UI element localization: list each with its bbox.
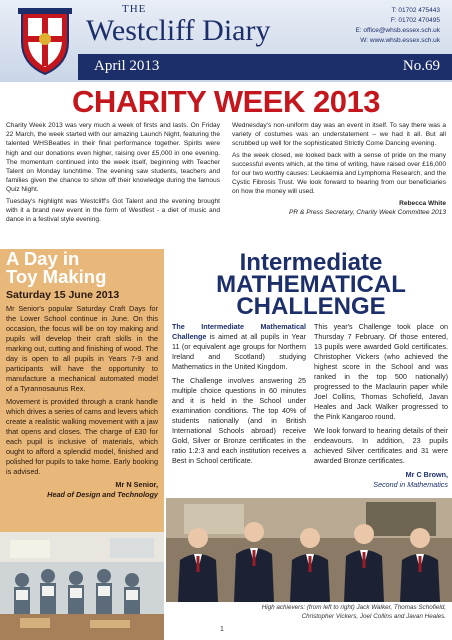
charity-paragraph: Wednesday's non-uniform day was an event in itself. To say there was a variety of costumes was an understatement – we had it all. But all scrubbed up well for the sophisticated Strictly Come Dancing evening. xyxy=(232,122,446,148)
issue-number: No.69 xyxy=(402,58,440,74)
toy-title-line-2: Toy Making xyxy=(6,266,107,287)
contact-web: W: www.whsb.essex.sch.uk xyxy=(360,37,440,44)
charity-column-2 xyxy=(232,121,446,217)
contact-fax: F: 01702 470495 xyxy=(390,17,440,24)
maths-column-1 xyxy=(172,322,306,470)
school-crest-icon xyxy=(14,6,76,76)
maths-lead-rest: is aimed at all pupils in Year 11 (or equivalent age groups for Northern Ireland and Scotland) studying Mathematics in the United Kingdom. xyxy=(172,332,306,371)
charity-author-role: PR & Press Secretary, Charity Week Committee 2013 xyxy=(289,208,446,216)
contact-email: E: office@whsb.essex.sch.uk xyxy=(355,27,440,34)
maths-author: Mr C Brown, xyxy=(405,470,448,479)
toy-paragraph: Movement is provided through a crank handle which drives a series of cams and levers which create a realistic walking movement with a jaw that opens and closes. The charge of £30 for each pupil is inclusive of materials, which ought to afford a splendid model, finished and polished for pupils to take home. Early booking is advised. xyxy=(6,397,158,476)
charity-paragraph: Charity Week 2013 was very much a week of firsts and lasts. On Friday 22 March, the week started with our amazing Launch Night, featuring the talented WHSBeatles in their final performance together. Spirits were high and our donations even higher, raising over £5,000 in one evening. The momentum continued into the week itself, beginning with Teacher Talent on Monday lunchtime. The evening saw students, teachers and families given the chance to show off their knowledge during the famous Quiz Night. xyxy=(6,122,220,194)
maths-title-line-2: MATHEMATICAL xyxy=(216,271,406,298)
caption-line-2: Christopher Vickers, Joel Collins and Javan Heales. xyxy=(301,612,446,620)
toy-title-line-1: A Day in xyxy=(6,248,80,269)
toy-making-body xyxy=(6,304,158,500)
masthead-the: THE xyxy=(122,3,147,15)
toy-making-title xyxy=(6,250,162,286)
masthead-title: Westcliff Diary xyxy=(86,14,271,47)
maths-author-role: Second in Mathematics xyxy=(373,480,448,489)
maths-paragraph: This year's Challenge took place on Thursday 7 February. Of those entered, 13 pupils were awarded Gold certificates. Christopher Vickers (who achieved the highest score in the School and was ranked in the top 500 nationally) progressed to the Maclaurin paper while Joel Collins, Thomas Schofield, Javan Heales and Jack Walker progressed to the Pink Kangaroo round. xyxy=(314,322,448,421)
charity-paragraph: Tuesday's highlight was Westcliff's Got Talent and the evening brought with it a brand new event in the form of Westfest - a diet of music and dance in a festival style evening. xyxy=(6,197,220,224)
charity-author: Rebecca White xyxy=(399,199,446,207)
toy-making-photo xyxy=(0,532,164,640)
maths-title-line-3: CHALLENGE xyxy=(236,293,386,320)
maths-group-photo xyxy=(166,498,452,602)
photo-caption xyxy=(170,604,446,621)
caption-line-1: High achievers: (from left to right) Jack Walker, Thomas Schofield, xyxy=(261,604,446,611)
contact-block xyxy=(355,6,440,46)
maths-paragraph: We look forward to hearing details of their endeavours. In addition, 23 pupils achieved Silver certificates and 31 were awarded Bronze certificates. xyxy=(314,426,448,465)
maths-challenge-title xyxy=(170,249,452,320)
charity-column-1 xyxy=(6,121,220,226)
charity-paragraph: As the week closed, we looked back with a sense of pride on the many successful events which, at the time of writing, have raised over £16,000 for our two worthy causes: Leukaemia and Lymphoma Research, and the Cystic Fibrosis Trust. We look forward to hearing from our beneficiaries on how the money will used. xyxy=(232,151,446,196)
maths-paragraph xyxy=(172,322,306,372)
charity-headline: CHARITY WEEK 2013 xyxy=(72,84,380,119)
toy-making-subtitle: Saturday 15 June 2013 xyxy=(6,289,120,301)
page-number: 1 xyxy=(220,626,224,633)
issue-date: April 2013 xyxy=(94,58,160,74)
toy-author-role: Head of Design and Technology xyxy=(47,490,158,499)
toy-author: Mr N Senior, xyxy=(115,480,158,489)
maths-lead-bold: The Intermediate Mathematical Challenge xyxy=(172,322,306,341)
contact-tel: T: 01702 475443 xyxy=(391,7,440,14)
toy-paragraph: Mr Senior's popular Saturday Craft Days for the Lower School continue in June. On this occasion, the focus will be on toy making and pupils will develop their craft skills in the marking out, cutting and finishing of wood. The day is open to all pupils in Years 7-9 and participants will have the opportunity to manufacture a mechanical automated model of a Tyrannosaurus Rex. xyxy=(6,304,158,393)
maths-column-2 xyxy=(314,322,448,490)
maths-paragraph: The Challenge involves answering 25 multiple choice questions in 60 minutes and it is held in the School under examination conditions. The top 40% of students nationally (and in British International Schools abroad) receive Gold, Silver or Bronze certificates in the ratio 1:2:3 and each institution receives a Best in School certificate. xyxy=(172,376,306,465)
maths-title-line-1: Intermediate xyxy=(239,249,383,276)
